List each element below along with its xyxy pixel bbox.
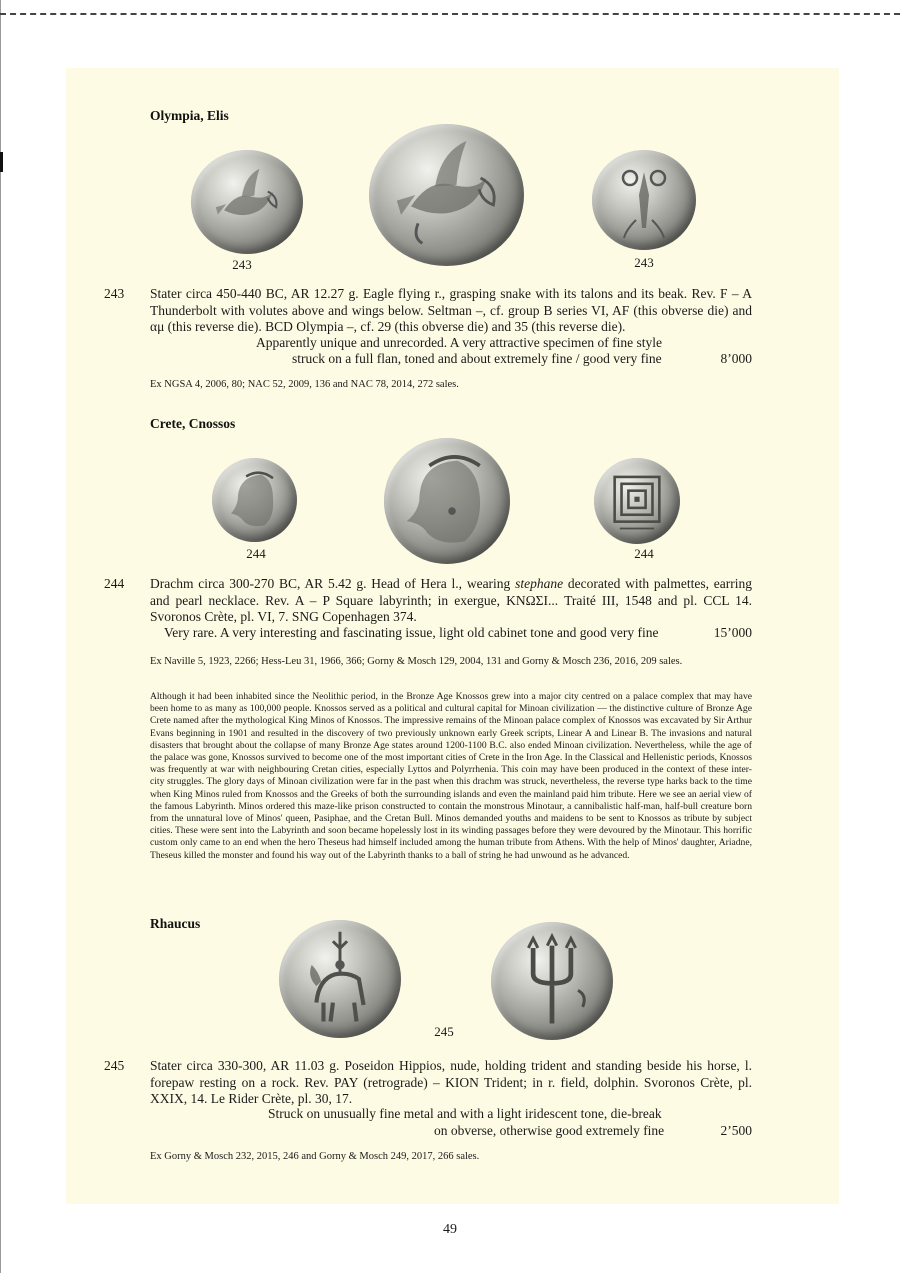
estimate-price: 2’500 [720, 1123, 752, 1138]
lot-description [150, 576, 752, 626]
page-number: 49 [443, 1222, 457, 1237]
estimate-price: 15’000 [713, 625, 752, 640]
hera-head-icon [384, 438, 510, 564]
lot-description: Stater circa 450-440 BC, AR 12.27 g. Eagle flying r., grasping snake with its talons and its beak. Rev. F – A Thunderbolt with volutes above and wings below. Seltman –, cf. group B series VI, AF (this obverse die) and αμ (this reverse die). BCD Olympia –, cf. 29 (this obverse die) and 35 (this reverse die). [150, 286, 752, 334]
page-edge-rule [0, 0, 1, 1273]
section-heading-olympia: Olympia, Elis [150, 108, 229, 123]
provenance: Ex NGSA 4, 2006, 80; NAC 52, 2009, 136 and NAC 78, 2014, 272 sales. [150, 379, 459, 390]
coin-245-obverse[interactable] [279, 920, 401, 1038]
description-text: decorated with palmettes, earring and pearl necklace. Rev. A – P Square labyrinth; in exergue, ΚΝΩΣΙ... Traité III, 1548 and pl. CCL 14. Svoronos Crète, pl. VI, 7. SNG Copenhagen 374. [150, 576, 752, 624]
eagle-icon [191, 150, 303, 254]
lot-description: Stater circa 330-300, AR 11.03 g. Poseidon Hippios, nude, holding trident and standing beside his horse, l. forepaw resting on a rock. Rev. PAY (retrograde) – KION Trident; in r. field, dolphin. Svoronos Crète, pl. XXIX, 14. Le Rider Crète, pl. 30, 17. [150, 1058, 752, 1106]
coin-243-reverse[interactable] [592, 150, 696, 250]
trident-icon [491, 922, 613, 1040]
lot-number: 245 [104, 1058, 125, 1073]
estimate-price: 8’000 [720, 351, 752, 366]
coin-243-obverse-enlarged[interactable] [369, 124, 524, 266]
eagle-icon [369, 124, 524, 266]
thunderbolt-icon [592, 150, 696, 250]
historical-note: Although it had been inhabited since the Neolithic period, in the Bronze Age Knossos grew into a major city centred on a palace complex that may have been home to as many as 100,000 people. Knossos served as a political and cultural capital for Minoan civilization — the distinctive culture of Bronze Age Crete named after the mythological King Minos of Knossos. The impressive remains of the Minoan palace complex of Knossos was excavated by Sir Arthur Evans beginning in 1901 and resulted in the discovery of two previously unknown early Greek scripts, Linear A and Linear B. The invasions and natural disasters that brought about the collapse of many Bronze Age states around 1200-1100 B.C. also ended Minoan civilization. Nevertheless, while the age of the palace was gone, Knossos survived to become one of the most important cities of Crete in the Iron Age. In the Classical and Hellenistic periods, Knossos was frequently at war with neighbouring Cretan cities, especially Lyttos and Polyrrhenia. This coin may have been produced in the context of these inter-city struggles. The glory days of Minoan civilization were far in the past when this drachm was struck, nevertheless, the reverse type harks back to the time when King Minos ruled from Knossos and the Greeks of both the surrounding islands and even the mainland paid him tribute. Here we see an aerial view of the famous Labyrinth. Minos ordered this maze-like prison constructed to contain the monstrous Minotaur, a cannibalistic half-man, half-bull creature born from the unnatural love of Minos' queen, Pasiphae, and the Cretan Bull. Minos demanded youths and maidens to be sent to Knossos as tribute by subject cities. These were sent into the Labyrinth and soon became hopelessly lost in its winding passages before they were devoured by the Minotaur. This horrific custom only came to an end when the hero Theseus had himself included among the human tribute from Athens. With the help of Minos' daughter, Ariadne, Theseus killed the monster and found his way out of the Labyrinth thanks to a ball of string he had unwound as he advanced. [150, 691, 752, 861]
coin-label: 244 [634, 546, 654, 561]
provenance: Ex Gorny & Mosch 232, 2015, 246 and Gorny & Mosch 249, 2017, 266 sales. [150, 1151, 480, 1162]
coin-label: 243 [634, 255, 654, 270]
condition-line: struck on a full flan, toned and about extremely fine / good very fine [292, 351, 662, 366]
condition-line: Struck on unusually fine metal and with a light iridescent tone, die-break [268, 1106, 662, 1121]
provenance: Ex Naville 5, 1923, 2266; Hess-Leu 31, 1966, 366; Gorny & Mosch 129, 2004, 131 and Gorny & Mosch 236, 2016, 209 sales. [150, 656, 683, 667]
labyrinth-icon [594, 458, 680, 544]
lot-number: 243 [104, 286, 125, 301]
poseidon-horse-icon [279, 920, 401, 1038]
coin-label: 243 [232, 257, 252, 272]
section-heading-cnossos: Crete, Cnossos [150, 416, 236, 431]
cut-line [0, 13, 900, 15]
coin-243-obverse-small[interactable] [191, 150, 303, 254]
condition-line: Very rare. A very interesting and fascinating issue, light old cabinet tone and good very fine [164, 625, 659, 640]
lot-number: 244 [104, 576, 125, 591]
coin-label: 244 [246, 546, 266, 561]
binding-mark [0, 152, 3, 172]
coin-label: 245 [434, 1024, 454, 1039]
coin-244-reverse-labyrinth[interactable] [594, 458, 680, 544]
condition-line: Apparently unique and unrecorded. A very attractive specimen of fine style [256, 335, 662, 350]
coin-244-obverse-small[interactable] [212, 458, 297, 542]
section-heading-rhaucus: Rhaucus [150, 916, 201, 931]
condition-line: on obverse, otherwise good extremely fine [434, 1123, 665, 1138]
coin-244-obverse-enlarged[interactable] [384, 438, 510, 564]
coin-245-reverse[interactable] [491, 922, 613, 1040]
description-text: Drachm circa 300-270 BC, AR 5.42 g. Head of Hera l., wearing [150, 576, 516, 591]
hera-head-icon [212, 458, 297, 542]
description-italic: stephane [515, 576, 564, 591]
